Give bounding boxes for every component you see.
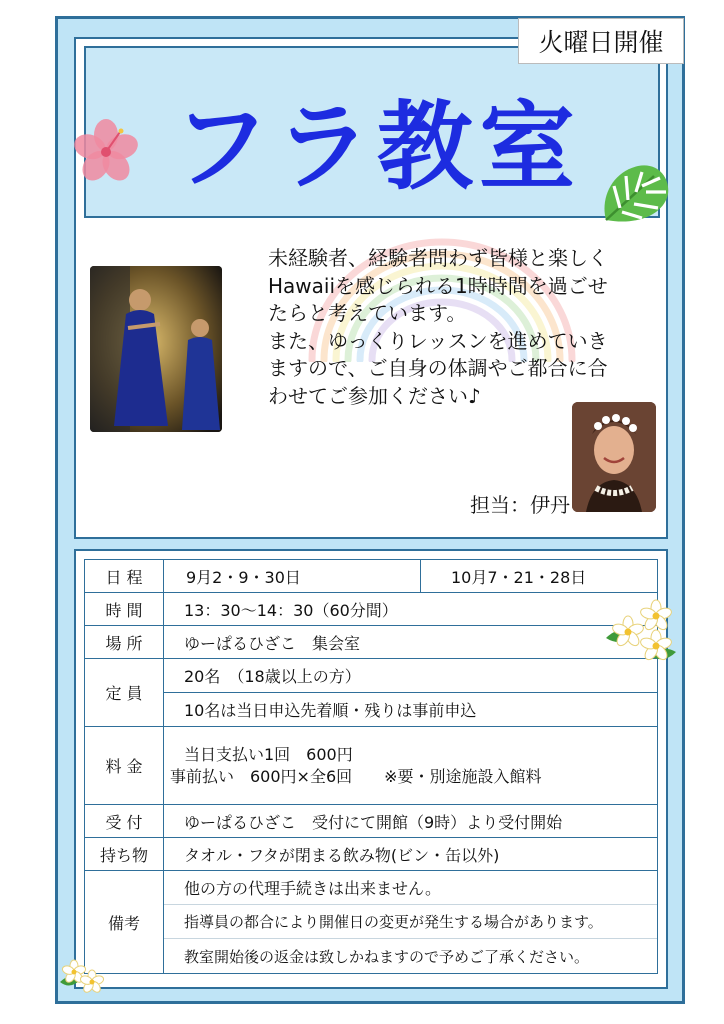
schedule-label: 日 程 bbox=[85, 560, 164, 593]
fee-label: 料 金 bbox=[85, 727, 164, 805]
table-row bbox=[85, 626, 658, 659]
table-row bbox=[85, 727, 658, 805]
belongings-label: 持ち物 bbox=[85, 838, 164, 871]
place-value: ゆーぱるひざこ 集会室 bbox=[164, 626, 658, 659]
place-label: 場 所 bbox=[85, 626, 164, 659]
fee-prepaid: 事前払い 600円×全6回 ※要・別途施設入館料 bbox=[170, 766, 542, 786]
table-row bbox=[85, 659, 658, 727]
reception-label: 受 付 bbox=[85, 805, 164, 838]
intro-text bbox=[268, 245, 648, 410]
time-value: 13：30～14：30（60分間） bbox=[164, 593, 658, 626]
dancers-photo bbox=[90, 266, 222, 432]
note-item: 教室開始後の返金は致しかねますので予めご了承ください。 bbox=[164, 938, 657, 973]
capacity-label: 定 員 bbox=[85, 659, 164, 727]
schedule-september: 9月2・9・30日 bbox=[164, 560, 421, 593]
notes-cell bbox=[164, 871, 658, 974]
intro-line: ますので、ご自身の体調やご都合に合 bbox=[268, 356, 608, 380]
info-table bbox=[84, 559, 658, 974]
intro-line: Hawaiiを感じられる1時時間を過ごせ bbox=[268, 273, 608, 298]
intro-line: 未経験者、経験者問わず皆様と楽しく bbox=[268, 246, 608, 270]
capacity-note: 10名は当日申込先着順・残りは事前申込 bbox=[164, 692, 657, 726]
plumeria-small-icon bbox=[56, 952, 106, 998]
page-title: フラ教室 bbox=[173, 90, 581, 203]
capacity-value: 20名 （18歳以上の方） bbox=[184, 667, 361, 686]
plumeria-flowers-icon bbox=[602, 598, 680, 668]
table-row bbox=[85, 871, 658, 974]
intro-line: たらと考えています。 bbox=[268, 301, 467, 325]
note-item: 指導員の都合により開催日の変更が発生する場合があります。 bbox=[164, 904, 657, 938]
schedule-october: 10月7・21・28日 bbox=[421, 560, 658, 593]
monstera-leaf-icon bbox=[598, 158, 672, 230]
hibiscus-icon bbox=[70, 118, 142, 184]
note-item: 他の方の代理手続きは出来ません。 bbox=[184, 879, 441, 898]
instructor-photo bbox=[572, 402, 656, 512]
fee-same-day: 当日支払い1回 600円 bbox=[184, 744, 353, 764]
reception-value: ゆーぱるひざこ 受付にて開館（9時）より受付開始 bbox=[164, 805, 658, 838]
intro-line: また、ゆっくりレッスンを進めていき bbox=[268, 328, 608, 353]
capacity-cell bbox=[164, 659, 658, 727]
intro-line: わせてご参加ください♪ bbox=[268, 383, 481, 408]
table-row bbox=[85, 838, 658, 871]
instructor-name: 担当：伊丹 bbox=[470, 493, 570, 517]
fee-cell bbox=[164, 727, 658, 805]
time-label: 時 間 bbox=[85, 593, 164, 626]
notes-label: 備考 bbox=[85, 871, 164, 974]
table-row bbox=[85, 593, 658, 626]
day-badge: 火曜日開催 bbox=[518, 18, 684, 64]
title-box bbox=[84, 46, 660, 218]
belongings-value: タオル・フタが閉まる飲み物(ビン・缶以外) bbox=[164, 838, 658, 871]
table-row bbox=[85, 560, 658, 593]
table-row bbox=[85, 805, 658, 838]
